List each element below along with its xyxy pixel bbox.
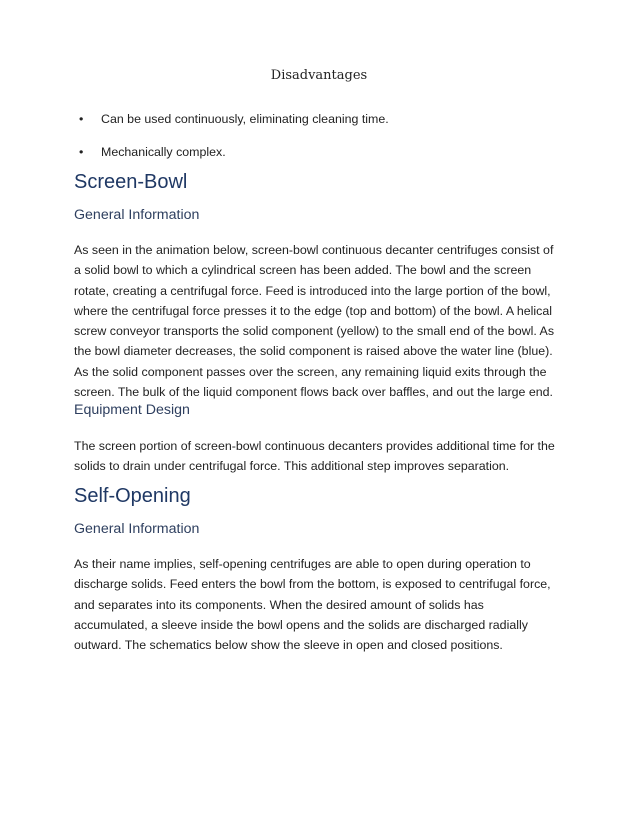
paragraph-line: the bowl diameter decreases, the solid component is raised above the water line (blue). xyxy=(74,344,553,359)
paragraph-line: where the centrifugal force presses it to the edge (top and bottom) of the bowl. A helical xyxy=(74,303,553,318)
paragraph xyxy=(74,240,574,402)
paragraph-line: screw conveyor transports the solid component (yellow) to the small end of the bowl. As xyxy=(74,324,555,339)
paragraph-line: accumulated, a sleeve inside the bowl opens and the solids are discharged radially xyxy=(74,617,528,632)
subsection-title: Equipment Design xyxy=(74,402,190,418)
subsection-title: General Information xyxy=(74,521,200,537)
paragraph-line: rotate, creating a centrifugal force. Feed is introduced into the large portion of the bowl, xyxy=(74,283,551,298)
paragraph-line: discharge solids. Feed enters the bowl from the bottom, is exposed to centrifugal force, xyxy=(74,577,551,592)
bullet-icon: • xyxy=(79,145,84,159)
section-title-self-opening: Self-Opening xyxy=(74,485,191,507)
subsection-title: General Information xyxy=(74,207,200,223)
paragraph-line: outward. The schematics below show the sleeve in open and closed positions. xyxy=(74,638,503,653)
section-title-screen-bowl: Screen-Bowl xyxy=(74,171,188,193)
paragraph-line: As seen in the animation below, screen-bowl continuous decanter centrifuges consist of xyxy=(74,243,554,257)
paragraph-line: solids to drain under centrifugal force. This additional step improves separation. xyxy=(74,459,510,474)
bullet-icon: • xyxy=(79,112,84,126)
paragraph-line: As the solid component passes over the screen, any remaining liquid exits through the xyxy=(74,364,547,379)
list-item-text: Mechanically complex. xyxy=(101,145,226,159)
paragraph-line: As their name implies, self-opening centrifuges are able to open during operation to xyxy=(74,557,531,571)
paragraph xyxy=(74,436,574,477)
list-item-text: Can be used continuously, eliminating cleaning time. xyxy=(101,112,389,126)
disadvantages-heading: Disadvantages xyxy=(270,68,368,83)
paragraph-line: a solid bowl to which a cylindrical screen has been added. The bowl and the screen xyxy=(74,263,532,278)
paragraph-line: screen. The bulk of the liquid component flows back over baffles, and out the large end. xyxy=(74,385,553,400)
paragraph-line: The screen portion of screen-bowl continuous decanters provides additional time for the xyxy=(74,439,555,453)
paragraph xyxy=(74,554,574,655)
paragraph-line: and separates into its components. When the desired amount of solids has xyxy=(74,597,484,612)
